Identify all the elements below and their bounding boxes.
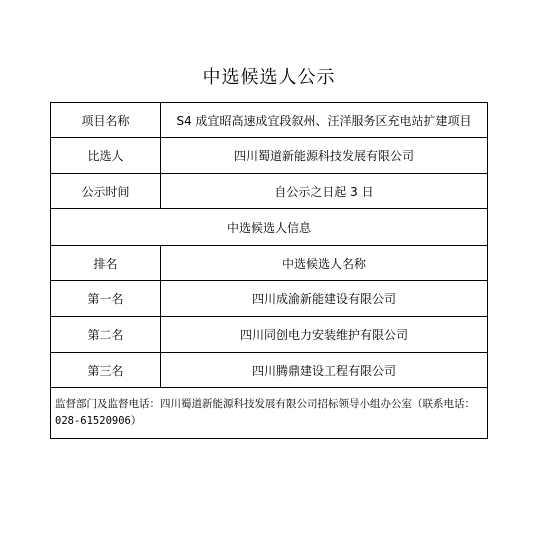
bidder-row (51, 138, 488, 174)
rank-cell: 第二名 (51, 317, 161, 353)
rank-cell: 第三名 (51, 353, 161, 388)
supervision-contact: 监督部门及监督电话：四川蜀道新能源科技发展有限公司招标领导小组办公室（联系电话：028-61520906） (51, 388, 488, 439)
notice-table (50, 102, 488, 439)
ranking-header-row (51, 246, 488, 281)
table-row (51, 281, 488, 317)
project-row (51, 103, 488, 138)
bidder-label: 比选人 (51, 138, 161, 174)
rank-column-header: 排名 (51, 246, 161, 281)
project-value: S4 成宜昭高速成宜段叙州、汪洋服务区充电站扩建项目 (161, 103, 488, 138)
period-label: 公示时间 (51, 174, 161, 209)
bidder-value: 四川蜀道新能源科技发展有限公司 (161, 138, 488, 174)
name-column-header: 中选候选人名称 (161, 246, 488, 281)
supervision-row (51, 388, 488, 439)
table-row (51, 353, 488, 388)
period-row (51, 174, 488, 209)
project-label: 项目名称 (51, 103, 161, 138)
candidate-name-cell: 四川同创电力安装维护有限公司 (161, 317, 488, 353)
period-value: 自公示之日起 3 日 (161, 174, 488, 209)
rank-cell: 第一名 (51, 281, 161, 317)
candidate-name-cell: 四川成渝新能建设有限公司 (161, 281, 488, 317)
candidate-name-cell: 四川腾鼎建设工程有限公司 (161, 353, 488, 388)
table-row (51, 317, 488, 353)
notice-title: 中选候选人公示 (202, 67, 336, 88)
section-heading-row (51, 209, 488, 246)
section-heading: 中选候选人信息 (51, 209, 488, 246)
